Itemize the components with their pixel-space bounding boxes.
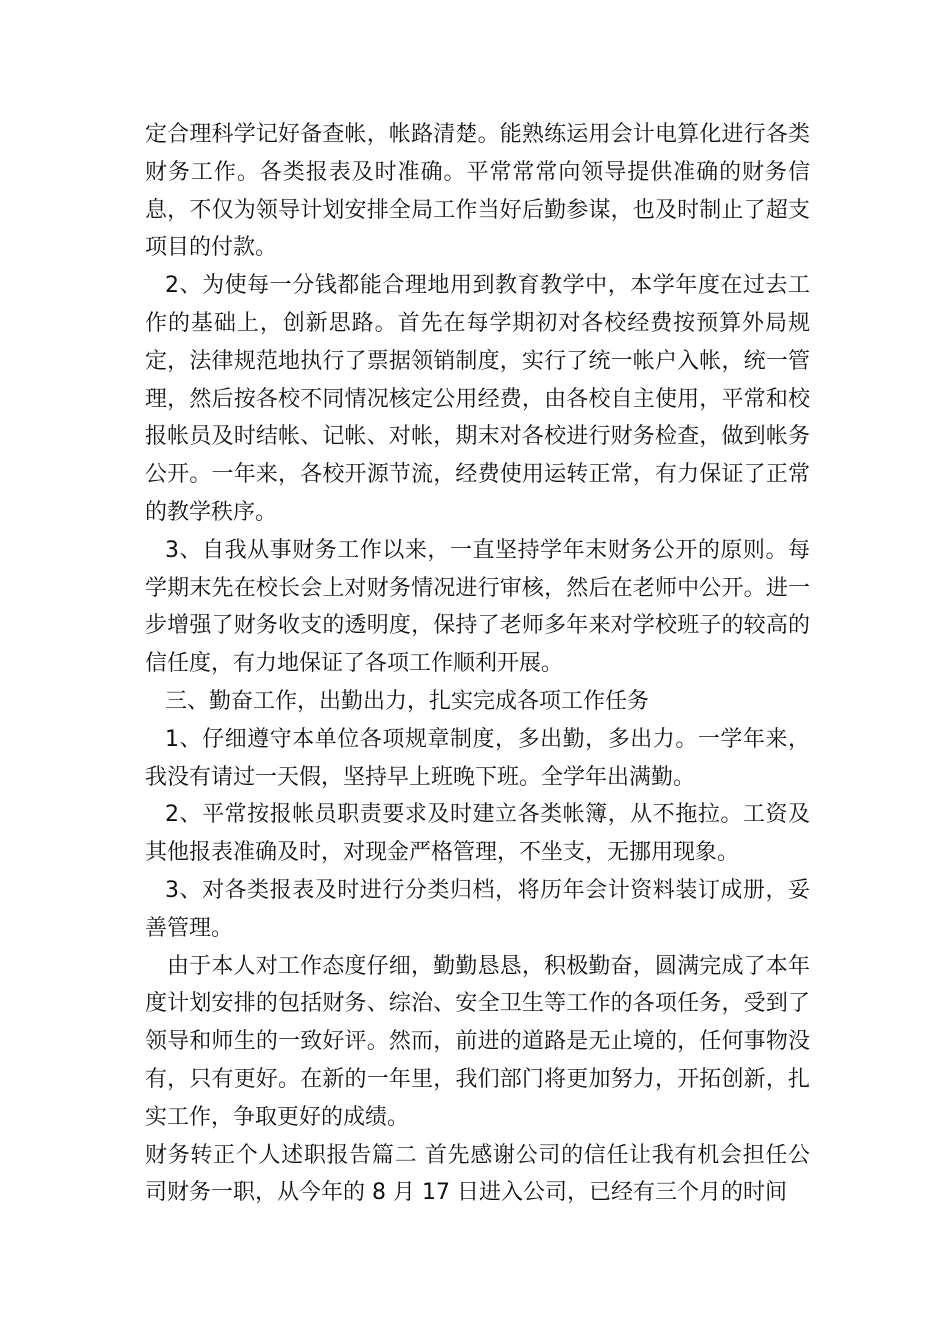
paragraph-item-2: 2、为使每一分钱都能合理地用到教育教学中，本学年度在过去工作的基础上，创新思路。首先在每学期初对各校经费按预算外局规定，法律规范地执行了票据领销制度，实行了统一帐户入帐，统一管理，然后按各校不同情况核定公用经费，由各校自主使用，平常和校报帐员及时结帐、记帐、对帐，期末对各校进行财务检查，做到帐务公开。一年来，各校开源节流，经费使用运转正常，有力保证了正常的教学秩序。 [145, 273, 810, 525]
document-body [145, 116, 810, 1212]
paragraph-continuation: 定合理科学记好备查帐，帐路清楚。能熟练运用会计电算化进行各类财务工作。各类报表及时准确。平常常常向领导提供准确的财务信息，不仅为领导计划安排全局工作当好后勤参谋，也及时制止了超支项目的付款。 [145, 122, 810, 261]
paragraph-next-report: 财务转正个人述职报告篇二 首先感谢公司的信任让我有机会担任公司财务一职，从今年的 8 月 17 日进入公司，已经有三个月的时间 [145, 1142, 810, 1206]
paragraph-item-3: 3、自我从事财务工作以来，一直坚持学年末财务公开的原则。每学期末先在校长会上对财务情况进行审核，然后在老师中公开。进一步增强了财务收支的透明度，保持了老师多年来对学校班子的较高的信任度，有力地保证了各项工作顺利开展。 [145, 537, 810, 677]
section-heading: 三、勤奋工作，出勤出力，扎实完成各项工作任务 [165, 688, 650, 714]
paragraph-section3-item-1: 1、仔细遵守本单位各项规章制度，多出勤，多出力。一学年来，我没有请过一天假，坚持早上班晚下班。全学年出满勤。 [145, 726, 810, 790]
paragraph-section3-item-2: 2、平常按报帐员职责要求及时建立各类帐簿，从不拖拉。工资及其他报表准确及时，对现金严格管理，不坐支，无挪用现象。 [145, 802, 810, 866]
paragraph-conclusion: 由于本人对工作态度仔细，勤勤恳恳，积极勤奋，圆满完成了本年度计划安排的包括财务、综治、安全卫生等工作的各项任务，受到了领导和师生的一致好评。然而，前进的道路是无止境的，任何事物没有，只有更好。在新的一年里，我们部门将更加努力，开拓创新，扎实工作，争取更好的成绩。 [145, 953, 810, 1130]
paragraph-section3-item-3: 3、对各类报表及时进行分类归档，将历年会计资料装订成册，妥善管理。 [145, 877, 810, 941]
